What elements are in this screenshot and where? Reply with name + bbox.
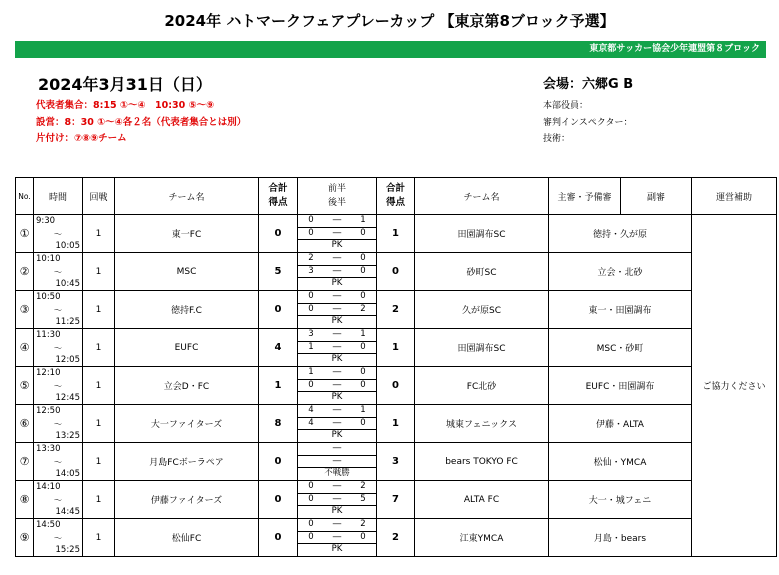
round: 1 — [83, 215, 115, 253]
time-separator: ～ — [53, 306, 63, 316]
table-row — [16, 291, 777, 329]
score-dash: ― — [332, 519, 342, 529]
first-half-score-a: 1 — [308, 367, 314, 377]
score-dash: ― — [332, 405, 342, 415]
match-time — [34, 405, 83, 443]
end-time: 10:45 — [55, 279, 80, 289]
score-dash: ― — [332, 253, 342, 263]
half-scores — [298, 253, 377, 291]
first-half-score-b: 0 — [360, 367, 366, 377]
team-b-name: 城東フェニックス — [415, 405, 549, 443]
second-half-score-b: 2 — [360, 303, 366, 314]
match-no: ⑨ — [16, 519, 34, 557]
header-no: No. — [16, 178, 34, 215]
second-half-line — [298, 532, 376, 545]
team-a-name: 大一ファイターズ — [115, 405, 259, 443]
second-half-score-a: 0 — [308, 531, 314, 542]
half-scores — [298, 405, 377, 443]
round: 1 — [83, 329, 115, 367]
pk-label: 不戦勝 — [324, 468, 350, 479]
pk-line — [298, 392, 376, 404]
half-scores — [298, 443, 377, 481]
first-half-line — [298, 481, 376, 494]
score-dash: ― — [332, 493, 342, 504]
time-separator: ～ — [53, 420, 63, 430]
first-half-score-b: 0 — [360, 253, 366, 263]
table-row — [16, 481, 777, 519]
pk-line — [298, 430, 376, 442]
table-row — [16, 443, 777, 481]
team-b-total-score: 1 — [377, 405, 415, 443]
second-half-line — [298, 266, 376, 279]
header-round: 回戦 — [83, 178, 115, 215]
referee-assignment: 伊藤・ALTA — [549, 405, 692, 443]
first-half-line — [298, 329, 376, 342]
score-dash: ― — [332, 227, 342, 238]
score-dash: ― — [332, 443, 342, 453]
staff-technical: 技術： — [543, 134, 571, 144]
pk-label: PK — [331, 392, 343, 403]
table-row — [16, 405, 777, 443]
time-separator: ～ — [53, 496, 63, 506]
match-no: ① — [16, 215, 34, 253]
score-dash: ― — [332, 417, 342, 428]
first-half-line — [298, 291, 376, 304]
score-dash: ― — [332, 455, 342, 466]
referee-assignment: 大一・城フェニ — [549, 481, 692, 519]
half-scores — [298, 215, 377, 253]
start-time: 14:10 — [36, 482, 61, 492]
first-half-score-a: 2 — [308, 253, 314, 263]
team-a-total-score: 0 — [259, 215, 298, 253]
team-b-total-score: 1 — [377, 215, 415, 253]
venue: 会場：六郷G B — [543, 77, 634, 92]
match-no: ③ — [16, 291, 34, 329]
team-b-total-score: 2 — [377, 291, 415, 329]
team-b-total-score: 3 — [377, 443, 415, 481]
first-half-score-b: 2 — [360, 481, 366, 491]
second-half-score-b: 0 — [360, 379, 366, 390]
match-time — [34, 215, 83, 253]
header-time: 時間 — [34, 178, 83, 215]
end-time: 13:25 — [55, 431, 80, 441]
start-time: 9:30 — [36, 216, 56, 226]
team-b-total-score: 1 — [377, 329, 415, 367]
score-dash: ― — [332, 265, 342, 276]
half-scores — [298, 291, 377, 329]
referee-assignment: EUFC・田園調布 — [549, 367, 692, 405]
schedule-table — [15, 177, 777, 557]
time-separator: ～ — [53, 230, 63, 240]
second-half-score-b: 0 — [360, 341, 366, 352]
match-time — [34, 329, 83, 367]
first-half-score-a: 0 — [308, 519, 314, 529]
first-half-score-a — [298, 443, 324, 455]
header-second-half: 後半 — [327, 198, 346, 208]
half-scores — [298, 481, 377, 519]
second-half-line — [298, 456, 376, 469]
first-half-line — [298, 443, 376, 456]
second-half-score-b: 0 — [360, 417, 366, 428]
first-half-score-a: 4 — [308, 405, 314, 415]
table-row — [16, 253, 777, 291]
match-no: ⑤ — [16, 367, 34, 405]
match-time — [34, 291, 83, 329]
start-time: 12:50 — [36, 406, 61, 416]
match-time — [34, 443, 83, 481]
match-no: ⑧ — [16, 481, 34, 519]
score-dash: ― — [332, 329, 342, 339]
time-separator: ～ — [53, 458, 63, 468]
start-time: 10:50 — [36, 292, 61, 302]
end-time: 10:05 — [55, 241, 80, 251]
team-a-name: 立会D・FC — [115, 367, 259, 405]
team-a-name: 徳持F.C — [115, 291, 259, 329]
first-half-score-b: 1 — [360, 329, 366, 339]
header-first-half: 前半 — [327, 184, 346, 194]
note-cleanup: 片付け：⑦⑧⑨チーム — [36, 133, 127, 144]
header-total-label: 合計 — [268, 183, 288, 194]
table-row — [16, 329, 777, 367]
match-no: ⑥ — [16, 405, 34, 443]
team-a-total-score: 0 — [259, 291, 298, 329]
team-b-total-score: 0 — [377, 367, 415, 405]
team-a-name: 月島FCボーラペア — [115, 443, 259, 481]
team-b-name: 田園調布SC — [415, 329, 549, 367]
table-row — [16, 519, 777, 557]
team-b-name: FC北砂 — [415, 367, 549, 405]
first-half-score-b: 1 — [360, 405, 366, 415]
score-dash: ― — [332, 481, 342, 491]
score-dash: ― — [332, 341, 342, 352]
first-half-score-b: 1 — [360, 215, 366, 225]
round: 1 — [83, 443, 115, 481]
pk-line — [298, 316, 376, 328]
team-b-name: ALTA FC — [415, 481, 549, 519]
second-half-line — [298, 228, 376, 241]
second-half-line — [298, 304, 376, 317]
team-b-name: 江東YMCA — [415, 519, 549, 557]
referee-assignment: 東一・田園調布 — [549, 291, 692, 329]
score-dash: ― — [332, 367, 342, 377]
half-scores — [298, 367, 377, 405]
second-half-score-b: 0 — [360, 227, 366, 238]
team-b-total-score: 2 — [377, 519, 415, 557]
round: 1 — [83, 481, 115, 519]
start-time: 14:50 — [36, 520, 61, 530]
match-no: ② — [16, 253, 34, 291]
second-half-score-a: 0 — [308, 493, 314, 504]
second-half-line — [298, 418, 376, 431]
header-support: 運営補助 — [692, 178, 777, 215]
table-header — [16, 178, 777, 215]
team-a-name: EUFC — [115, 329, 259, 367]
time-separator: ～ — [53, 382, 63, 392]
team-a-name: 東一FC — [115, 215, 259, 253]
pk-line — [298, 240, 376, 252]
time-separator: ～ — [53, 268, 63, 278]
first-half-line — [298, 253, 376, 266]
pk-label: PK — [331, 544, 343, 555]
referee-assignment: 徳持・久が原 — [549, 215, 692, 253]
header-score-label: 得点 — [385, 197, 405, 208]
end-time: 12:05 — [55, 355, 80, 365]
start-time: 11:30 — [36, 330, 61, 340]
end-time: 11:25 — [55, 317, 80, 327]
header-team-b: チーム名 — [415, 178, 549, 215]
first-half-score-b: 0 — [360, 291, 366, 301]
team-a-name: 松仙FC — [115, 519, 259, 557]
team-a-total-score: 8 — [259, 405, 298, 443]
second-half-score-a: 3 — [308, 265, 314, 276]
team-b-name: 久が原SC — [415, 291, 549, 329]
team-a-total-score: 5 — [259, 253, 298, 291]
header-total-score-b — [377, 178, 415, 215]
team-a-total-score: 1 — [259, 367, 298, 405]
round: 1 — [83, 253, 115, 291]
end-time: 14:05 — [55, 469, 80, 479]
first-half-score-b — [350, 443, 376, 455]
second-half-score-b — [350, 456, 376, 468]
second-half-score-a: 1 — [308, 341, 314, 352]
team-b-total-score: 0 — [377, 253, 415, 291]
score-dash: ― — [332, 531, 342, 542]
second-half-score-a: 0 — [308, 379, 314, 390]
first-half-score-a: 3 — [308, 329, 314, 339]
second-half-score-a: 0 — [308, 303, 314, 314]
team-a-total-score: 0 — [259, 519, 298, 557]
second-half-score-b: 0 — [360, 265, 366, 276]
team-a-name: 伊藤ファイターズ — [115, 481, 259, 519]
team-a-total-score: 4 — [259, 329, 298, 367]
match-no: ⑦ — [16, 443, 34, 481]
half-scores — [298, 329, 377, 367]
match-date: 2024年3月31日（日） — [38, 75, 212, 94]
second-half-score-b: 5 — [360, 493, 366, 504]
table-row — [16, 215, 777, 253]
header-total-label: 合計 — [385, 183, 405, 194]
support-note: ご協力ください — [692, 215, 777, 557]
match-no: ④ — [16, 329, 34, 367]
referee-assignment: 松仙・YMCA — [549, 443, 692, 481]
match-time — [34, 481, 83, 519]
half-scores — [298, 519, 377, 557]
end-time: 14:45 — [55, 507, 80, 517]
start-time: 10:10 — [36, 254, 61, 264]
first-half-score-a: 0 — [308, 291, 314, 301]
page-title: 2024年 ハトマークフェアプレーカップ 【東京第8ブロック予選】 — [164, 12, 615, 30]
pk-line — [298, 354, 376, 366]
second-half-score-a: 0 — [308, 227, 314, 238]
team-b-total-score: 7 — [377, 481, 415, 519]
score-dash: ― — [332, 215, 342, 225]
referee-assignment: 月島・bears — [549, 519, 692, 557]
header-referee: 主審・予備審 — [549, 178, 621, 215]
pk-line — [298, 468, 376, 480]
pk-label: PK — [331, 278, 343, 289]
pk-label: PK — [331, 354, 343, 365]
header-total-score-a — [259, 178, 298, 215]
round: 1 — [83, 367, 115, 405]
score-dash: ― — [332, 291, 342, 301]
time-separator: ～ — [53, 344, 63, 354]
second-half-line — [298, 342, 376, 355]
round: 1 — [83, 405, 115, 443]
first-half-line — [298, 405, 376, 418]
team-a-name: MSC — [115, 253, 259, 291]
first-half-line — [298, 519, 376, 532]
referee-assignment: 立会・北砂 — [549, 253, 692, 291]
organization-banner: 東京都サッカー協会少年連盟第８ブロック — [15, 41, 766, 58]
first-half-score-a: 0 — [308, 215, 314, 225]
pk-label: PK — [331, 430, 343, 441]
pk-line — [298, 278, 376, 290]
round: 1 — [83, 291, 115, 329]
team-a-total-score: 0 — [259, 481, 298, 519]
table-row — [16, 367, 777, 405]
score-dash: ― — [332, 379, 342, 390]
score-dash: ― — [332, 303, 342, 314]
match-time — [34, 519, 83, 557]
second-half-score-b: 0 — [360, 531, 366, 542]
pk-line — [298, 544, 376, 556]
pk-label: PK — [331, 506, 343, 517]
header-assistant-referee: 副審 — [621, 178, 692, 215]
referee-assignment: MSC・砂町 — [549, 329, 692, 367]
header-score-label: 得点 — [268, 197, 288, 208]
second-half-line — [298, 494, 376, 507]
start-time: 13:30 — [36, 444, 61, 454]
header-halves — [298, 178, 377, 215]
pk-label: PK — [331, 240, 343, 251]
staff-headquarters: 本部役員： — [543, 101, 589, 111]
second-half-score-a: 4 — [308, 417, 314, 428]
pk-line — [298, 506, 376, 518]
start-time: 12:10 — [36, 368, 61, 378]
first-half-score-b: 2 — [360, 519, 366, 529]
header-team-a: チーム名 — [115, 178, 259, 215]
match-time — [34, 253, 83, 291]
match-time — [34, 367, 83, 405]
first-half-line — [298, 215, 376, 228]
pk-label: PK — [331, 316, 343, 327]
end-time: 15:25 — [55, 545, 80, 555]
second-half-line — [298, 380, 376, 393]
time-separator: ～ — [53, 534, 63, 544]
team-b-name: 田園調布SC — [415, 215, 549, 253]
note-meeting: 代表者集合：8:15 ①～④ 10:30 ⑤～⑨ — [36, 100, 215, 111]
end-time: 12:45 — [55, 393, 80, 403]
team-a-total-score: 0 — [259, 443, 298, 481]
first-half-line — [298, 367, 376, 380]
second-half-score-a — [298, 456, 324, 468]
note-setup: 設営：8：30 ①～④各２名（代表者集合とは別） — [36, 117, 247, 128]
team-b-name: bears TOKYO FC — [415, 443, 549, 481]
first-half-score-a: 0 — [308, 481, 314, 491]
team-b-name: 砂町SC — [415, 253, 549, 291]
round: 1 — [83, 519, 115, 557]
staff-referee-inspector: 審判インスペクター： — [543, 118, 633, 128]
